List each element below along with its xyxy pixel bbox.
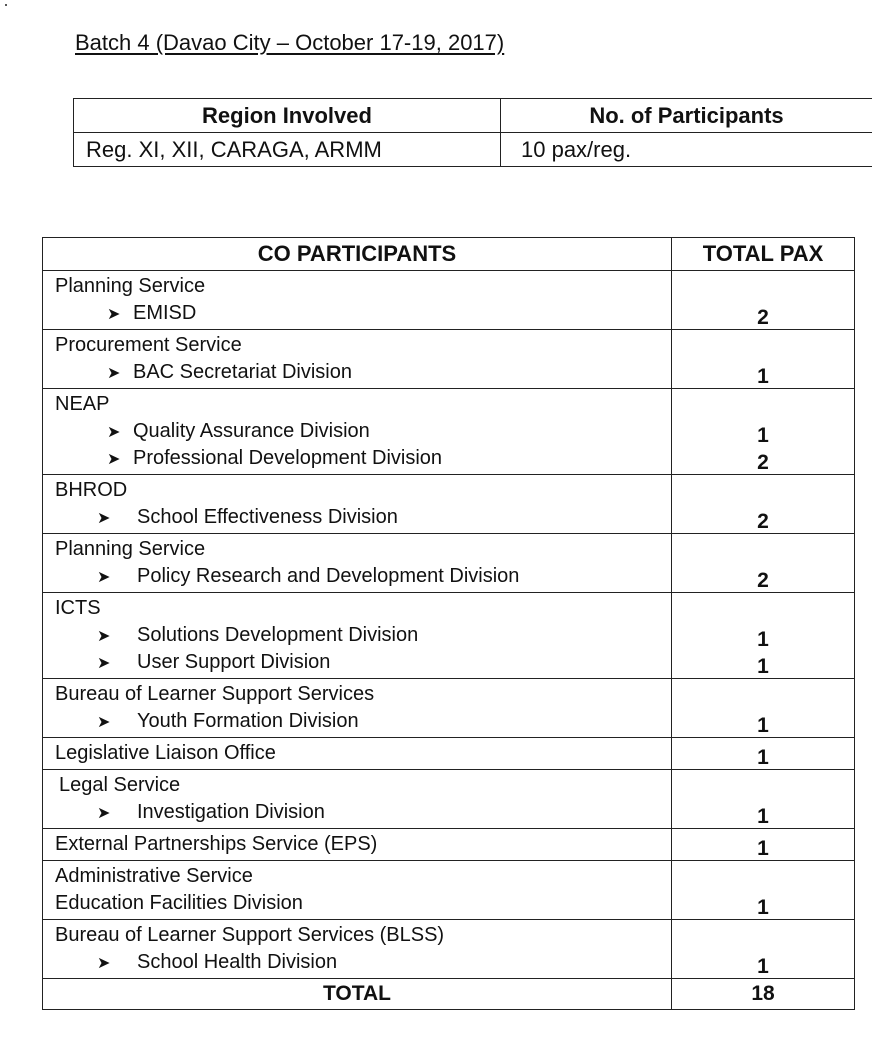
office-name: BHROD [55, 479, 128, 501]
division-name: Solutions Development Division [137, 624, 419, 646]
division-name: Investigation Division [137, 801, 325, 823]
group-cell [43, 271, 672, 330]
table-row [43, 770, 855, 829]
table-row [43, 389, 855, 475]
pax-cell [672, 770, 855, 829]
pax-cell [672, 330, 855, 389]
pax-cell [672, 593, 855, 679]
pax-value: 1 [757, 805, 769, 828]
list-item [55, 649, 671, 676]
office-name: Legislative Liaison Office [55, 742, 276, 764]
office-name: Planning Service [55, 275, 206, 297]
group-cell [43, 861, 672, 920]
arrow-bullet-icon: ➤ [97, 955, 111, 972]
table-row [43, 861, 855, 920]
office-name: Planning Service [55, 538, 206, 560]
region-table [73, 98, 872, 167]
office-name: Legal Service [59, 774, 181, 796]
co-table-header-row [43, 238, 855, 271]
participants-cell: 10 pax/reg. [501, 133, 872, 167]
arrow-bullet-icon: ➤ [97, 655, 111, 672]
division-name: User Support Division [137, 651, 331, 673]
group-cell [43, 593, 672, 679]
group-cell [43, 679, 672, 738]
division-name: Professional Development Division [133, 447, 443, 469]
office-name: Bureau of Learner Support Services [55, 683, 375, 705]
arrow-bullet-icon: ➤ [97, 805, 111, 822]
table-row [43, 920, 855, 979]
division-name: Education Facilities Division [55, 892, 303, 914]
office-name: Administrative Service [55, 865, 253, 887]
arrow-bullet-icon: ➤ [97, 510, 111, 527]
group-cell [43, 770, 672, 829]
pax-cell [672, 271, 855, 330]
division-name: BAC Secretariat Division [133, 361, 352, 383]
pax-value: 1 [757, 837, 769, 860]
table-row [43, 593, 855, 679]
group-cell [43, 330, 672, 389]
division-name: School Health Division [137, 951, 338, 973]
office-name: ICTS [55, 597, 101, 619]
batch-heading: Batch 4 (Davao City – October 17-19, 2017) [75, 30, 505, 55]
group-cell [43, 475, 672, 534]
co-participants-header: CO PARTICIPANTS [43, 238, 672, 271]
division-name: Policy Research and Development Division [137, 565, 520, 587]
office-name: External Partnerships Service (EPS) [55, 833, 378, 855]
pax-value: 2 [757, 569, 769, 592]
pax-value: 1 [757, 896, 769, 919]
arrow-bullet-icon: ➤ [107, 424, 121, 441]
pax-cell [672, 861, 855, 920]
list-item [55, 622, 671, 649]
table-row [43, 829, 855, 861]
arrow-bullet-icon: ➤ [97, 569, 111, 586]
pax-value: 1 [757, 628, 769, 651]
region-header: Region Involved [74, 99, 501, 133]
arrow-bullet-icon: ➤ [107, 451, 121, 468]
table-row [43, 271, 855, 330]
co-participants-table [42, 237, 855, 1010]
list-item [55, 708, 671, 735]
group-cell [43, 534, 672, 593]
office-name: NEAP [55, 393, 110, 415]
pax-value: 2 [757, 510, 769, 533]
total-label: TOTAL [43, 979, 672, 1010]
group-cell [43, 738, 672, 770]
division-name: Youth Formation Division [137, 710, 359, 732]
pax-value: 2 [757, 451, 769, 474]
pax-cell [672, 829, 855, 861]
list-item [55, 563, 671, 590]
pax-value: 1 [757, 655, 769, 678]
region-table-row [74, 133, 872, 167]
table-row [43, 738, 855, 770]
total-value: 18 [672, 979, 855, 1010]
pax-value: 1 [757, 714, 769, 737]
pax-cell [672, 389, 855, 475]
list-item [55, 504, 671, 531]
arrow-bullet-icon: ➤ [97, 628, 111, 645]
list-item [55, 799, 671, 826]
list-item [55, 445, 671, 472]
pax-cell [672, 679, 855, 738]
arrow-bullet-icon: ➤ [107, 306, 121, 323]
list-item [55, 418, 671, 445]
list-item [55, 359, 671, 386]
region-table-header-row [74, 99, 872, 133]
pax-value: 1 [757, 365, 769, 388]
office-name: Bureau of Learner Support Services (BLSS) [55, 924, 445, 946]
table-row [43, 534, 855, 593]
pax-value: 2 [757, 306, 769, 329]
division-name: Quality Assurance Division [133, 420, 370, 442]
total-row [43, 979, 855, 1010]
total-pax-header: TOTAL PAX [672, 238, 855, 271]
group-cell [43, 389, 672, 475]
pax-value: 1 [757, 746, 769, 769]
group-cell [43, 920, 672, 979]
participants-header: No. of Participants [501, 99, 872, 133]
arrow-bullet-icon: ➤ [97, 714, 111, 731]
table-row [43, 330, 855, 389]
division-name: School Effectiveness Division [137, 506, 398, 528]
table-row [43, 679, 855, 738]
pax-cell [672, 475, 855, 534]
pax-cell [672, 738, 855, 770]
scan-speck [5, 4, 7, 6]
pax-value: 1 [757, 955, 769, 978]
group-cell [43, 829, 672, 861]
list-item [55, 300, 671, 327]
division-name: EMISD [133, 302, 197, 324]
list-item [55, 949, 671, 976]
table-row [43, 475, 855, 534]
region-cell: Reg. XI, XII, CARAGA, ARMM [74, 133, 501, 167]
arrow-bullet-icon: ➤ [107, 365, 121, 382]
pax-cell [672, 534, 855, 593]
office-name: Procurement Service [55, 334, 242, 356]
pax-cell [672, 920, 855, 979]
pax-value: 1 [757, 424, 769, 447]
